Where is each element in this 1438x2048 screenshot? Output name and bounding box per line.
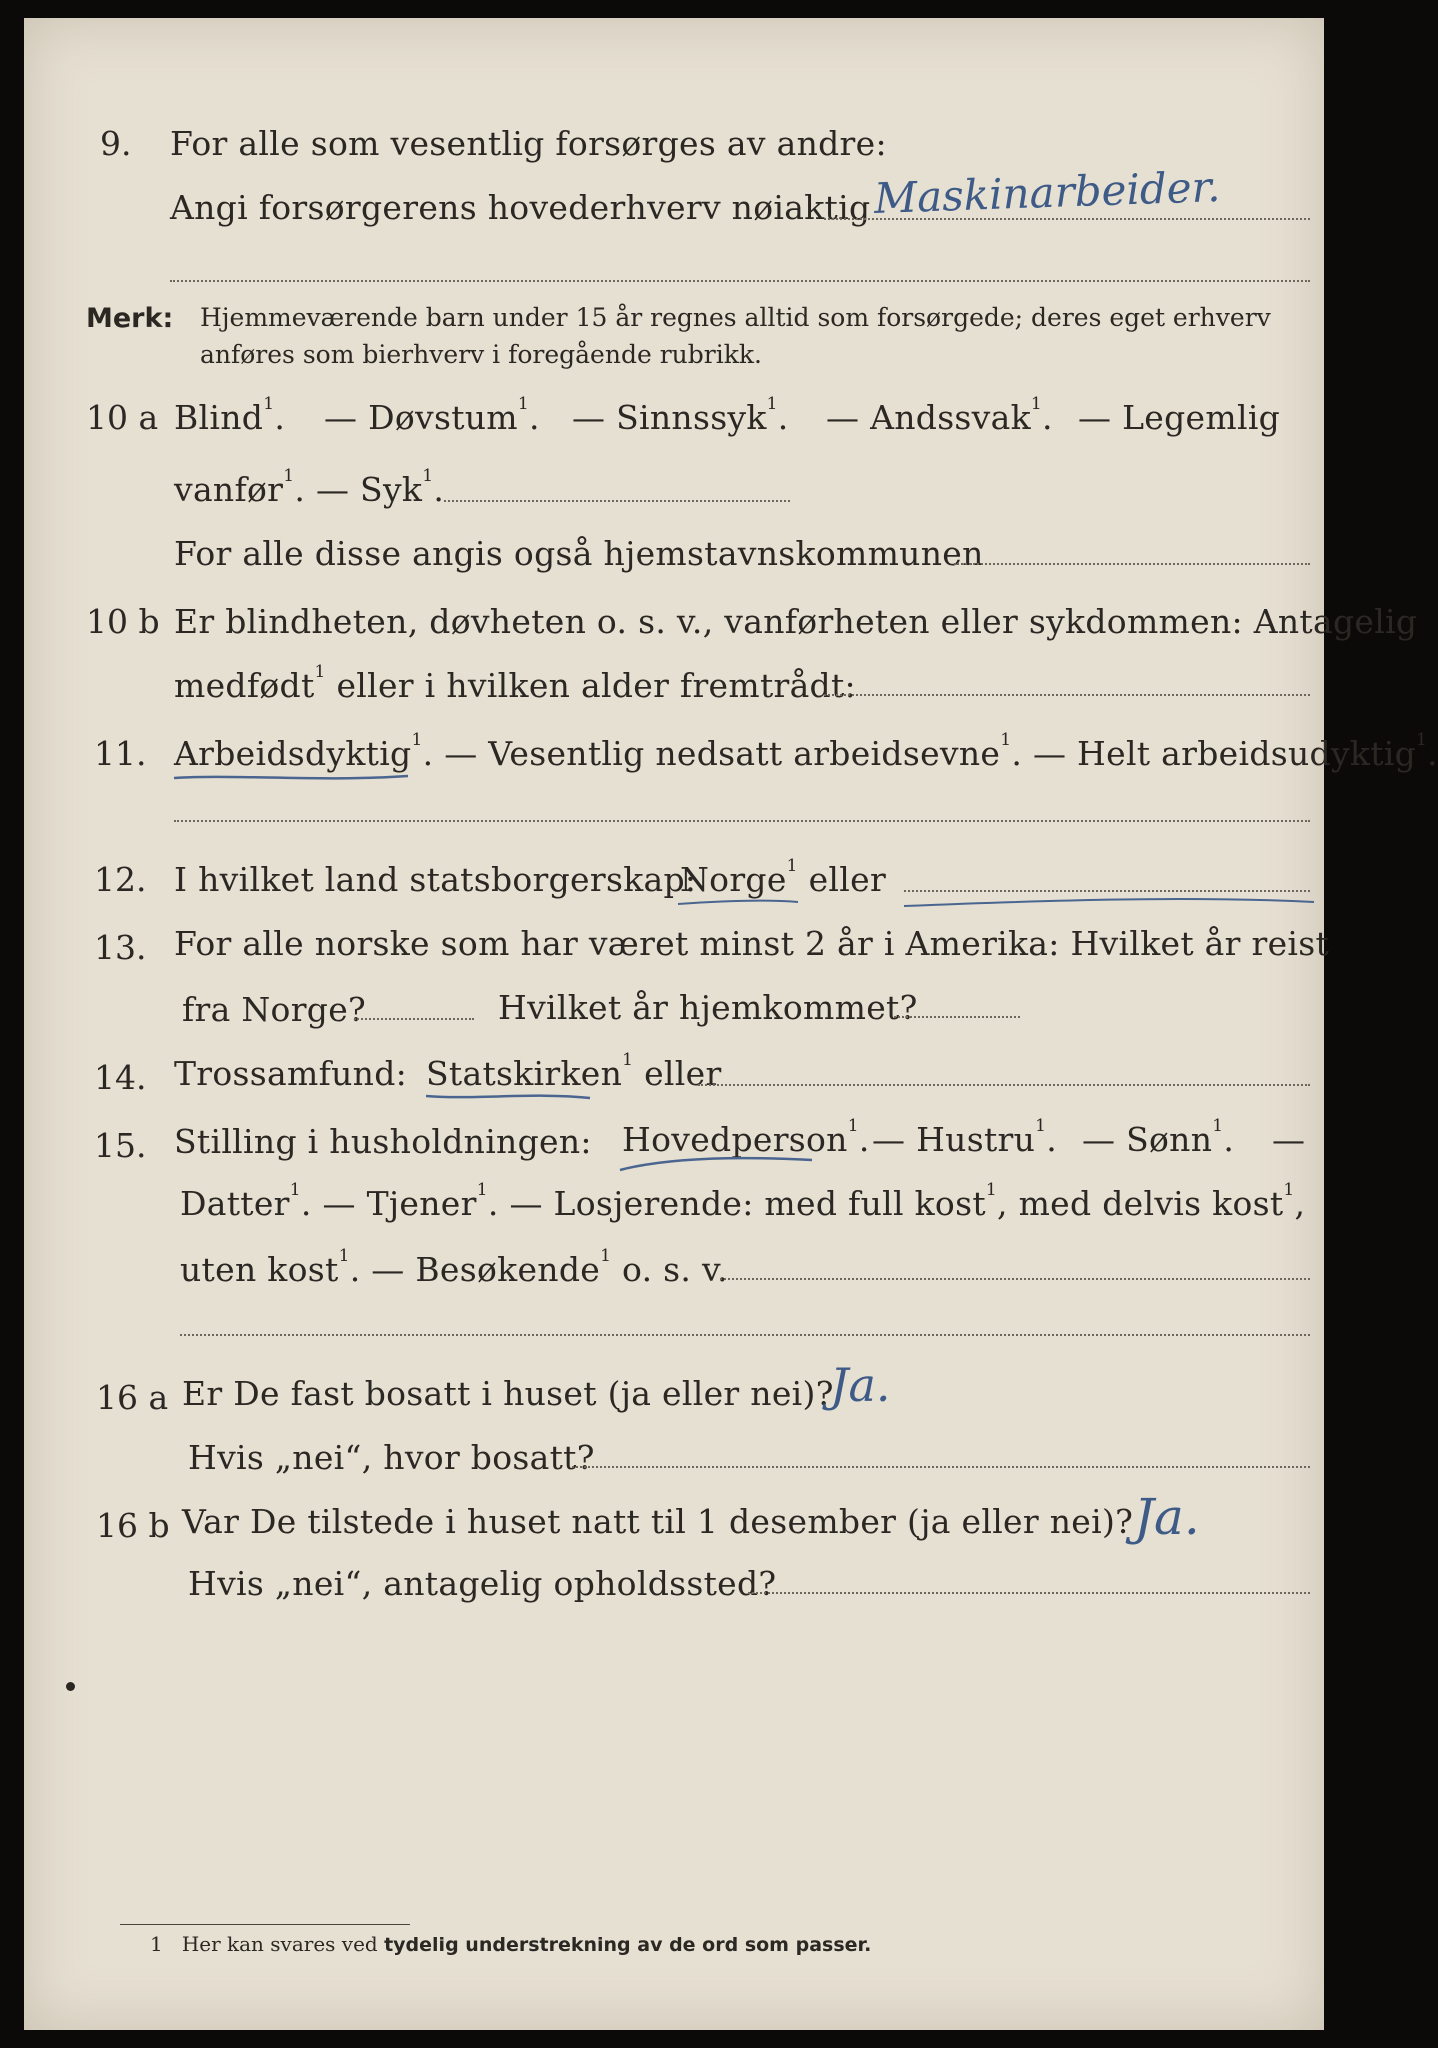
q11-number: 11. bbox=[94, 734, 147, 773]
q16a-number: 16 a bbox=[96, 1378, 169, 1417]
q14-underline-mark bbox=[424, 1088, 594, 1108]
q13-year-returned-line bbox=[894, 1016, 1020, 1018]
q15-line3: uten kost$^1$. — Besøkende$^1$ o. s. v. bbox=[180, 1246, 728, 1289]
q10a-line3: For alle disse angis også hjemstavnskommunen bbox=[174, 534, 984, 573]
merk-line1: Hjemmeværende barn under 15 år regnes alltid som forsørgede; deres eget erhverv bbox=[200, 303, 1271, 332]
q9-number: 9. bbox=[100, 124, 132, 163]
q10b-answer-line bbox=[824, 694, 1310, 696]
q15-underline-mark bbox=[616, 1152, 816, 1178]
q13-year-left-line bbox=[354, 1018, 474, 1020]
q13-line1: For alle norske som har været minst 2 år i Amerika: Hvilket år reist bbox=[174, 924, 1330, 963]
q14-text: Trossamfund: bbox=[174, 1054, 408, 1093]
q10b-line2: medfødt$^1$ eller i hvilken alder fremtrådt: bbox=[174, 662, 856, 705]
q15-line1a: Stilling i husholdningen: bbox=[174, 1122, 592, 1161]
q15-extra-line bbox=[180, 1334, 1310, 1336]
q10b-number: 10 b bbox=[86, 602, 160, 641]
q15-answer-line bbox=[720, 1278, 1310, 1280]
q10a-andssvak: — Andssvak$^1$. bbox=[826, 394, 1053, 437]
q11-options: Arbeidsdyktig$^1$. — Vesentlig nedsatt arbeidsevne$^1$. — Helt arbeidsudyktig$^1$. bbox=[174, 730, 1438, 773]
q14-number: 14. bbox=[94, 1058, 147, 1097]
q12-norge: Norge$^1$ eller bbox=[680, 856, 887, 899]
q14-answer-line bbox=[698, 1084, 1310, 1086]
q16b-number: 16 b bbox=[96, 1506, 170, 1545]
q10a-blind: Blind$^1$. bbox=[174, 394, 286, 437]
q14-statskirken: Statskirken$^1$ eller bbox=[426, 1050, 722, 1093]
q15-sonn: — Sønn$^1$. bbox=[1082, 1116, 1235, 1159]
q16b-handwritten-answer: Ja. bbox=[1134, 1488, 1200, 1546]
q15-dash: — bbox=[1272, 1120, 1306, 1159]
merk-label: Merk: bbox=[86, 303, 174, 334]
q15-number: 15. bbox=[94, 1126, 147, 1165]
census-form-page bbox=[24, 18, 1438, 2030]
q13-number: 13. bbox=[94, 928, 147, 967]
q10a-line1 bbox=[444, 500, 790, 502]
q16b-answer-line bbox=[748, 1592, 1310, 1594]
q12-underline-mark bbox=[674, 894, 1324, 918]
q16a-handwritten-answer: Ja. bbox=[830, 1358, 891, 1412]
q10b-line1: Er blindheten, døvheten o. s. v., vanførheten eller sykdommen: Antagelig bbox=[174, 602, 1418, 641]
q10a-legemlig: — Legemlig bbox=[1078, 398, 1281, 437]
q16a-answer-line bbox=[572, 1466, 1310, 1468]
q10a-number: 10 a bbox=[86, 398, 159, 437]
q12-text: I hvilket land statsborgerskap: bbox=[174, 860, 697, 899]
q11-underline-mark bbox=[172, 770, 412, 790]
q10a-vanfor: vanfør$^1$. — Syk$^1$. bbox=[174, 466, 445, 509]
q16b-line1: Var De tilstede i huset natt til 1 desember (ja eller nei)? bbox=[182, 1502, 1134, 1541]
q10a-dovstum: — Døvstum$^1$. bbox=[324, 394, 540, 437]
q9-handwritten-answer: Maskinarbeider. bbox=[873, 161, 1222, 224]
merk-line2: anføres som bierhverv i foregående rubrikk. bbox=[200, 340, 762, 369]
footnote: 1 Her kan svares ved tydelig understrekning av de ord som passer. bbox=[150, 1932, 872, 1956]
q16b-line2: Hvis „nei“, antagelig opholdssted? bbox=[188, 1564, 777, 1603]
q13-line2b: Hvilket år hjemkommet? bbox=[498, 988, 918, 1027]
q9-line2: Angi forsørgerens hovederhverv nøiaktig bbox=[170, 188, 871, 227]
q15-hovedperson: Hovedperson$^1$. bbox=[622, 1116, 870, 1159]
q12-number: 12. bbox=[94, 860, 147, 899]
q15-hustru: — Hustru$^1$. bbox=[872, 1116, 1058, 1159]
q15-line2: Datter$^1$. — Tjener$^1$. — Losjerende: med full kost$^1$, med delvis kost$^1$, bbox=[180, 1180, 1306, 1223]
q10a-line3-answer bbox=[954, 563, 1310, 565]
ink-speck bbox=[66, 1682, 75, 1691]
q10a-sinnssyk: — Sinnssyk$^1$. bbox=[572, 394, 789, 437]
q12-answer-line bbox=[904, 890, 1310, 892]
q13-line2a: fra Norge? bbox=[182, 990, 367, 1029]
footnote-rule bbox=[120, 1924, 410, 1925]
q16a-line1: Er De fast bosatt i huset (ja eller nei)? bbox=[182, 1374, 834, 1413]
q9-extra-line bbox=[170, 280, 1310, 282]
q11-answer-line bbox=[174, 820, 1310, 822]
q16a-line2: Hvis „nei“, hvor bosatt? bbox=[188, 1438, 595, 1477]
q9-line1: For alle som vesentlig forsørges av andre: bbox=[170, 124, 887, 163]
